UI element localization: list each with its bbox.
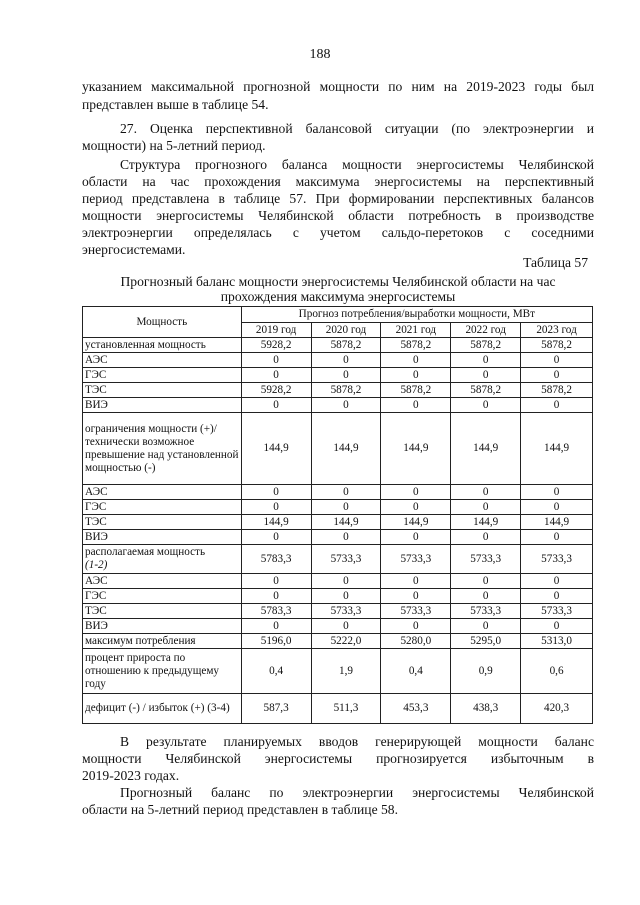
paragraph-3-line-1: Структура прогнозного баланса мощности энергосистемы Челябинской xyxy=(120,157,594,172)
paragraph-1-line-1: указанием максимальной прогнозной мощности по ним на 2019-2023 годы был xyxy=(82,79,594,94)
cell-value: 5222,0 xyxy=(311,634,381,649)
cell-value: 5733,3 xyxy=(451,545,521,574)
cell-value: 0 xyxy=(451,368,521,383)
cell-value: 5280,0 xyxy=(381,634,451,649)
paragraph-4-line-1: В результате планируемых вводов генерирующей мощности баланс xyxy=(120,734,594,749)
cell-value: 0 xyxy=(311,589,381,604)
row-label: ТЭС xyxy=(83,515,242,530)
table-row xyxy=(83,383,593,398)
cell-value: 5733,3 xyxy=(381,545,451,574)
cell-value: 5878,2 xyxy=(451,383,521,398)
cell-value: 0 xyxy=(311,530,381,545)
row-label: АЭС xyxy=(83,485,242,500)
cell-value: 5928,2 xyxy=(241,383,311,398)
table-row xyxy=(83,398,593,413)
row-label: АЭС xyxy=(83,353,242,368)
cell-value: 0 xyxy=(521,574,593,589)
table-label: Таблица 57 xyxy=(523,255,588,270)
paragraph-3-line-2: области на час прохождения максимума энергосистемы на перспективный xyxy=(82,174,594,189)
cell-value: 0 xyxy=(241,574,311,589)
cell-value: 144,9 xyxy=(241,413,311,485)
cell-value: 5878,2 xyxy=(521,383,593,398)
row-label: ограничения мощности (+)/технически возможное превышение над установленной мощностью (-) xyxy=(83,413,242,485)
cell-value: 144,9 xyxy=(451,413,521,485)
table-row xyxy=(83,368,593,383)
cell-value: 0 xyxy=(381,398,451,413)
row-label: ТЭС xyxy=(83,604,242,619)
table-row xyxy=(83,589,593,604)
row-label-text: располагаемая мощность xyxy=(85,546,206,558)
cell-value: 0 xyxy=(381,500,451,515)
cell-value: 0 xyxy=(381,574,451,589)
cell-value: 0 xyxy=(311,485,381,500)
header-year: 2022 год xyxy=(451,323,521,338)
cell-value: 0 xyxy=(451,398,521,413)
cell-value: 0 xyxy=(311,574,381,589)
cell-value: 0 xyxy=(311,500,381,515)
cell-value: 0,4 xyxy=(381,649,451,694)
cell-value: 5878,2 xyxy=(521,338,593,353)
row-label: АЭС xyxy=(83,574,242,589)
header-year: 2020 год xyxy=(311,323,381,338)
cell-value: 0,9 xyxy=(451,649,521,694)
cell-value: 0 xyxy=(241,398,311,413)
paragraph-1-line-2: представлен выше в таблице 54. xyxy=(82,97,269,112)
cell-value: 0 xyxy=(311,353,381,368)
header-year: 2023 год xyxy=(521,323,593,338)
row-label: установленная мощность xyxy=(83,338,242,353)
cell-value: 144,9 xyxy=(381,413,451,485)
paragraph-3-line-4: мощности энергосистемы Челябинской области потребность в производстве xyxy=(82,208,594,223)
cell-value: 0 xyxy=(451,619,521,634)
header-power: Мощность xyxy=(83,307,242,338)
header-year: 2021 год xyxy=(381,323,451,338)
row-label: максимум потребления xyxy=(83,634,242,649)
table-row xyxy=(83,619,593,634)
cell-value: 5928,2 xyxy=(241,338,311,353)
cell-value: 0 xyxy=(241,353,311,368)
paragraph-4-line-2: мощности Челябинской энергосистемы прогнозируется избыточным в xyxy=(82,751,594,766)
cell-value: 5878,2 xyxy=(311,338,381,353)
table-row xyxy=(83,500,593,515)
header-forecast: Прогноз потребления/выработки мощности, МВт xyxy=(241,307,592,323)
header-year: 2019 год xyxy=(241,323,311,338)
cell-value: 0 xyxy=(451,500,521,515)
cell-value: 0 xyxy=(241,530,311,545)
cell-value: 5783,3 xyxy=(241,545,311,574)
row-label: ГЭС xyxy=(83,589,242,604)
table-row xyxy=(83,649,593,694)
cell-value: 0 xyxy=(451,530,521,545)
table-title xyxy=(82,274,594,304)
paragraph-2-line-2: мощности) на 5-летний период. xyxy=(82,138,266,153)
cell-value: 0 xyxy=(241,589,311,604)
table-title-line-2: прохождения максимума энергосистемы xyxy=(220,289,456,304)
paragraph-4-line-3: 2019-2023 годах. xyxy=(82,768,180,783)
cell-value: 0 xyxy=(381,619,451,634)
table-header-row xyxy=(83,307,593,323)
cell-value: 420,3 xyxy=(521,694,593,724)
cell-value: 5313,0 xyxy=(521,634,593,649)
row-label: ВИЭ xyxy=(83,398,242,413)
paragraph-5-line-1: Прогнозный баланс по электроэнергии энергосистемы Челябинской xyxy=(120,785,594,800)
row-label: ГЭС xyxy=(83,500,242,515)
cell-value: 0,4 xyxy=(241,649,311,694)
cell-value: 0,6 xyxy=(521,649,593,694)
row-label: ТЭС xyxy=(83,383,242,398)
row-label: дефицит (-) / избыток (+) (3-4) xyxy=(83,694,242,724)
cell-value: 5733,3 xyxy=(451,604,521,619)
page-number: 188 xyxy=(309,47,331,62)
cell-value: 0 xyxy=(381,530,451,545)
cell-value: 5878,2 xyxy=(381,338,451,353)
cell-value: 0 xyxy=(311,398,381,413)
cell-value: 0 xyxy=(521,368,593,383)
cell-value: 0 xyxy=(521,353,593,368)
cell-value: 0 xyxy=(521,589,593,604)
cell-value: 0 xyxy=(451,353,521,368)
cell-value: 5733,3 xyxy=(311,604,381,619)
cell-value: 0 xyxy=(521,530,593,545)
cell-value: 0 xyxy=(311,619,381,634)
cell-value: 0 xyxy=(241,500,311,515)
table-title-line-1: Прогнозный баланс мощности энергосистемы Челябинской области на час xyxy=(120,274,556,289)
paragraph-3-line-3: период представлена в таблице 57. При формировании перспективных балансов xyxy=(82,191,594,206)
cell-value: 0 xyxy=(311,368,381,383)
table-row xyxy=(83,545,593,574)
cell-value: 0 xyxy=(451,485,521,500)
table-row xyxy=(83,574,593,589)
cell-value: 0 xyxy=(521,485,593,500)
row-label: процент прироста по отношению к предыдущему году xyxy=(83,649,242,694)
cell-value: 0 xyxy=(381,368,451,383)
cell-value: 5878,2 xyxy=(381,383,451,398)
cell-value: 0 xyxy=(451,574,521,589)
table-row xyxy=(83,604,593,619)
cell-value: 0 xyxy=(381,589,451,604)
row-label: ВИЭ xyxy=(83,619,242,634)
cell-value: 0 xyxy=(521,619,593,634)
cell-value: 0 xyxy=(381,485,451,500)
cell-value: 144,9 xyxy=(311,515,381,530)
cell-value: 5733,3 xyxy=(381,604,451,619)
cell-value: 5783,3 xyxy=(241,604,311,619)
table-row xyxy=(83,413,593,485)
cell-value: 5733,3 xyxy=(521,604,593,619)
cell-value: 144,9 xyxy=(521,413,593,485)
row-label: ВИЭ xyxy=(83,530,242,545)
cell-value: 144,9 xyxy=(241,515,311,530)
table-row xyxy=(83,634,593,649)
cell-value: 0 xyxy=(521,500,593,515)
row-label: ГЭС xyxy=(83,368,242,383)
cell-value: 5733,3 xyxy=(311,545,381,574)
cell-value: 0 xyxy=(241,368,311,383)
cell-value: 453,3 xyxy=(381,694,451,724)
table-row xyxy=(83,694,593,724)
cell-value: 144,9 xyxy=(381,515,451,530)
paragraph-3-line-5: электроэнергии определялась с учетом сальдо-перетоков с соседними xyxy=(82,225,594,240)
table-row xyxy=(83,485,593,500)
cell-value: 5878,2 xyxy=(451,338,521,353)
cell-value: 511,3 xyxy=(311,694,381,724)
cell-value: 5733,3 xyxy=(521,545,593,574)
table-row xyxy=(83,338,593,353)
cell-value: 438,3 xyxy=(451,694,521,724)
cell-value: 0 xyxy=(451,589,521,604)
cell-value: 0 xyxy=(241,619,311,634)
cell-value: 0 xyxy=(381,353,451,368)
balance-table xyxy=(82,306,593,724)
row-label xyxy=(83,545,242,574)
cell-value: 0 xyxy=(521,398,593,413)
table-row xyxy=(83,530,593,545)
table-row xyxy=(83,353,593,368)
cell-value: 144,9 xyxy=(521,515,593,530)
paragraph-2-line-1: 27. Оценка перспективной балансовой ситуации (по электроэнергии и xyxy=(120,121,594,136)
cell-value: 5295,0 xyxy=(451,634,521,649)
row-label-suffix: (1-2) xyxy=(85,559,108,571)
cell-value: 144,9 xyxy=(451,515,521,530)
paragraph-3-line-6: энергосистемами. xyxy=(82,242,186,257)
cell-value: 587,3 xyxy=(241,694,311,724)
cell-value: 0 xyxy=(241,485,311,500)
cell-value: 5196,0 xyxy=(241,634,311,649)
table-row xyxy=(83,515,593,530)
cell-value: 1,9 xyxy=(311,649,381,694)
cell-value: 144,9 xyxy=(311,413,381,485)
cell-value: 5878,2 xyxy=(311,383,381,398)
paragraph-5-line-2: области на 5-летний период представлен в таблице 58. xyxy=(82,802,398,817)
